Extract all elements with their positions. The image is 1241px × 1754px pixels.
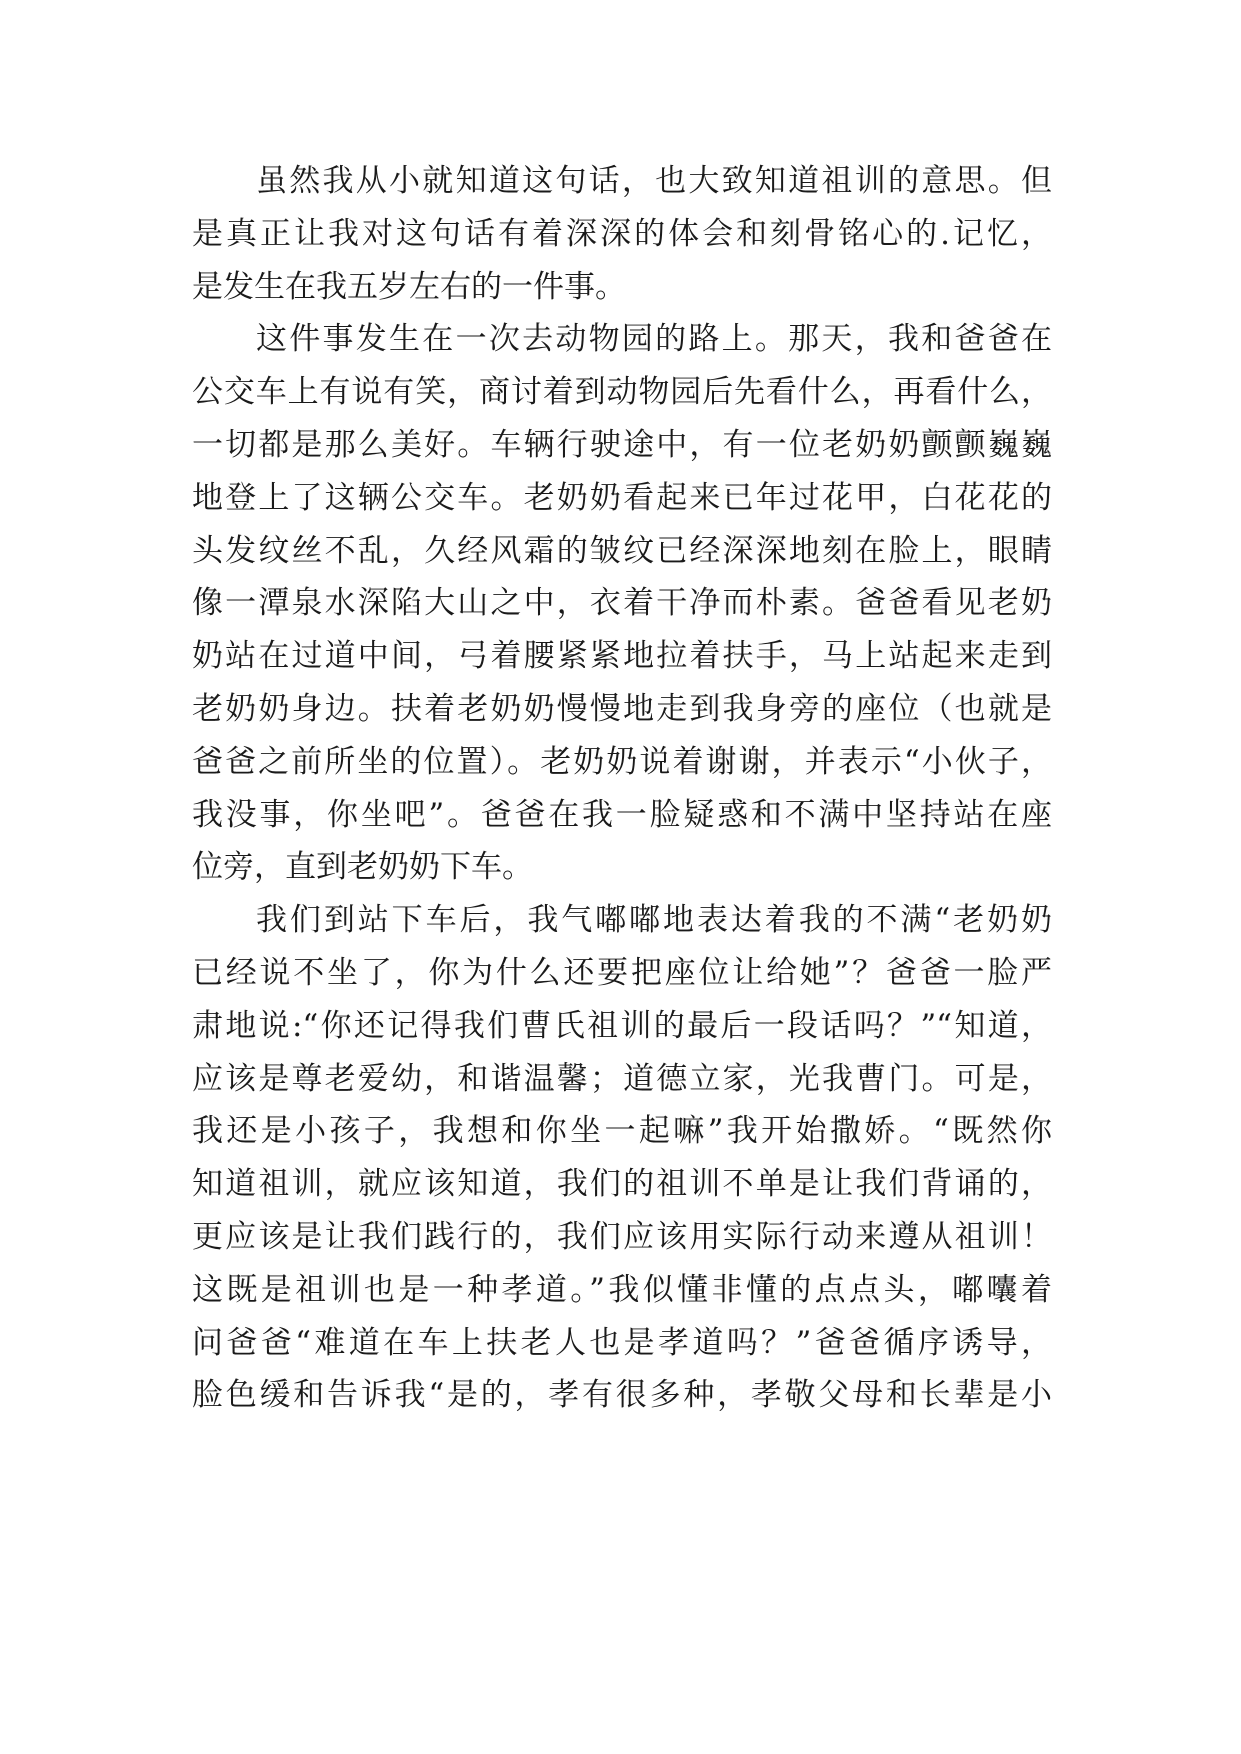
paragraph-2-line-3: 一切都是那么美好。车辆行驶途中，有一位老奶奶颤颤巍巍 xyxy=(192,426,1052,463)
paragraph-2-line-9: 爸爸之前所坐的位置）。老奶奶说着谢谢，并表示“小伙子， xyxy=(192,743,1052,780)
paragraph-3-line-6: 知道祖训，就应该知道，我们的祖训不单是让我们背诵的， xyxy=(192,1166,1052,1203)
paragraph-3-line-10: 脸色缓和告诉我“是的，孝有很多种，孝敬父母和长辈是小 xyxy=(192,1377,1052,1414)
paragraph-1-line-3: 是发生在我五岁左右的一件事。 xyxy=(192,268,626,305)
document-body xyxy=(192,155,1052,1422)
paragraph-3-line-2: 已经说不坐了，你为什么还要把座位让给她”？爸爸一脸严 xyxy=(192,954,1052,991)
paragraph-2-line-5: 头发纹丝不乱，久经风霜的皱纹已经深深地刻在脸上，眼睛 xyxy=(192,532,1052,569)
paragraph-3-line-9: 问爸爸“难道在车上扶老人也是孝道吗？”爸爸循序诱导， xyxy=(192,1324,1052,1361)
paragraph-3-line-7: 更应该是让我们践行的，我们应该用实际行动来遵从祖训！ xyxy=(192,1218,1052,1255)
paragraph-2-line-1: 这件事发生在一次去动物园的路上。那天，我和爸爸在 xyxy=(256,321,1052,358)
paragraph-2-line-10: 我没事，你坐吧”。爸爸在我一脸疑惑和不满中坚持站在座 xyxy=(192,796,1052,833)
paragraph-1-line-2: 是真正让我对这句话有着深深的体会和刻骨铭心的.记忆， xyxy=(192,215,1052,252)
paragraph-2-line-2: 公交车上有说有笑，商讨着到动物园后先看什么，再看什么， xyxy=(192,374,1052,411)
paragraph-2-line-6: 像一潭泉水深陷大山之中，衣着干净而朴素。爸爸看见老奶 xyxy=(192,585,1052,622)
paragraph-3-line-4: 应该是尊老爱幼，和谐温馨；道德立家，光我曹门。可是， xyxy=(192,1060,1052,1097)
paragraph-3-line-1: 我们到站下车后，我气嘟嘟地表达着我的不满“老奶奶 xyxy=(256,902,1052,939)
paragraph-3-line-5: 我还是小孩子，我想和你坐一起嘛”我开始撒娇。“既然你 xyxy=(192,1113,1052,1150)
paragraph-1-line-1: 虽然我从小就知道这句话，也大致知道祖训的意思。但 xyxy=(256,163,1052,199)
paragraph-2-line-4: 地登上了这辆公交车。老奶奶看起来已年过花甲，白花花的 xyxy=(192,479,1052,516)
paragraph-2-line-7: 奶站在过道中间，弓着腰紧紧地拉着扶手，马上站起来走到 xyxy=(192,638,1052,675)
paragraph-3-line-8: 这既是祖训也是一种孝道。”我似懂非懂的点点头，嘟囔着 xyxy=(192,1271,1052,1308)
paragraph-3-line-3: 肃地说:“你还记得我们曹氏祖训的最后一段话吗？”“知道， xyxy=(192,1007,1052,1044)
paragraph-2-line-8: 老奶奶身边。扶着老奶奶慢慢地走到我身旁的座位（也就是 xyxy=(192,690,1052,727)
paragraph-2-line-11: 位旁，直到老奶奶下车。 xyxy=(192,849,533,886)
